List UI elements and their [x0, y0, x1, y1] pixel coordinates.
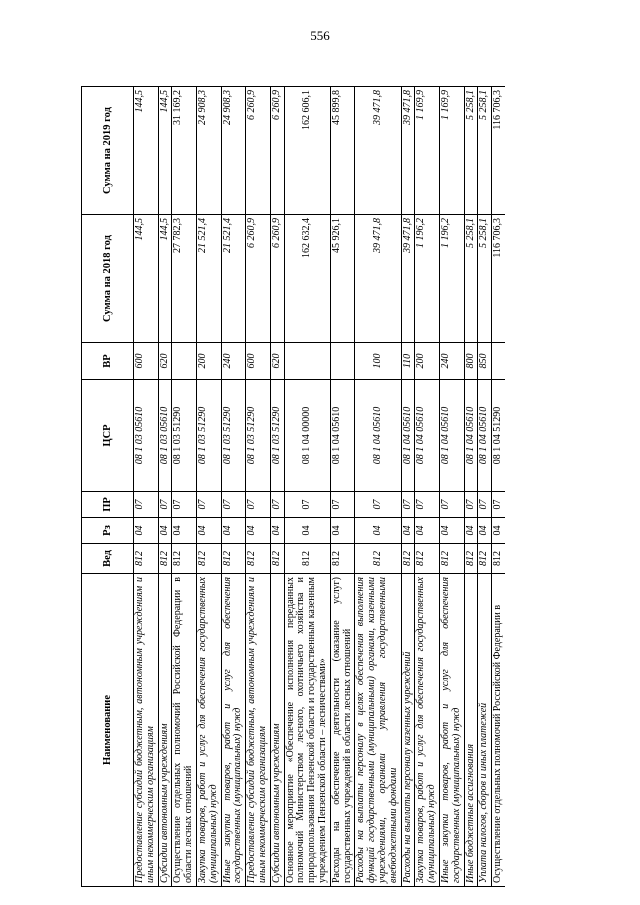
- table-body: [134, 87, 505, 887]
- table-cell-sum-2018: 21 521,4: [221, 215, 246, 343]
- table-cell-name: Иные закупки товаров, работ и услуг для обеспечения государственных (муниципальных) нужд: [221, 574, 246, 887]
- table-cell-rz: 04: [492, 518, 505, 544]
- table-cell-ved: 812: [492, 544, 505, 574]
- table-cell-sum-2018: 162 632,4: [284, 215, 330, 343]
- table-cell-vr: 100: [355, 343, 401, 380]
- table-row: [439, 87, 464, 887]
- table-cell-ved: 812: [330, 544, 355, 574]
- table-cell-csr: 08 1 04 00000: [284, 380, 330, 492]
- table-cell-csr: 08 1 04 05610: [478, 380, 492, 492]
- table-cell-sum-2019: 45 899,8: [330, 87, 355, 215]
- table-cell-sum-2018: 5 258,1: [464, 215, 478, 343]
- table-cell-vr: 200: [415, 343, 440, 380]
- table-row: [415, 87, 440, 887]
- header-rz: Рз: [82, 518, 134, 544]
- table-cell-ved: 812: [246, 544, 271, 574]
- table-row: [464, 87, 478, 887]
- table-row: [355, 87, 401, 887]
- table-cell-csr: 08 1 03 51290: [172, 380, 197, 492]
- table-cell-sum-2019: 116 706,3: [492, 87, 505, 215]
- table-cell-vr: [172, 343, 197, 380]
- table-cell-ved: 812: [439, 544, 464, 574]
- table-cell-sum-2019: 1 169,9: [439, 87, 464, 215]
- table-cell-csr: 08 1 04 05610: [401, 380, 415, 492]
- table-cell-sum-2018: 27 782,3: [172, 215, 197, 343]
- header-name: Наименование: [82, 574, 134, 887]
- table-cell-vr: 620: [158, 343, 172, 380]
- table-cell-name: Иные закупки товаров, работ и услуг для обеспечения государственных (муниципальных) нужд: [439, 574, 464, 887]
- table-cell-sum-2018: 21 521,4: [196, 215, 221, 343]
- table-cell-name: Иные бюджетные ассигнования: [464, 574, 478, 887]
- header-sum-2019: Сумма на 2019 год: [82, 87, 134, 215]
- table-row: [492, 87, 505, 887]
- table-cell-csr: 08 1 03 51290: [221, 380, 246, 492]
- table-cell-ved: 812: [284, 544, 330, 574]
- table-cell-rz: 04: [415, 518, 440, 544]
- table-cell-sum-2018: 5 258,1: [478, 215, 492, 343]
- table-cell-sum-2018: 45 926,1: [330, 215, 355, 343]
- table-cell-vr: 200: [196, 343, 221, 380]
- table-cell-rz: 04: [439, 518, 464, 544]
- table-cell-rz: 04: [246, 518, 271, 544]
- table-cell-csr: 08 1 03 51290: [196, 380, 221, 492]
- table-cell-pr: 07: [355, 492, 401, 518]
- table-cell-sum-2019: 31 169,2: [172, 87, 197, 215]
- table-cell-ved: 812: [464, 544, 478, 574]
- page-number: 556: [310, 28, 330, 43]
- table-cell-sum-2018: 144,5: [134, 215, 159, 343]
- table-row: [330, 87, 355, 887]
- table-cell-name: Основное мероприятие «Обеспечение исполнения переданных полномочий Министерством лесного, охотничьего хозяйства и природопользования Пензенской области и государственным казенным учреждением Пензенской области – лесничествами»: [284, 574, 330, 887]
- table-cell-rz: 04: [330, 518, 355, 544]
- table-cell-csr: 08 1 03 05610: [134, 380, 159, 492]
- table-cell-rz: 04: [134, 518, 159, 544]
- table-cell-pr: 07: [246, 492, 271, 518]
- table-cell-name: Осуществление отдельных полномочий Российской Федерации в области лесных отношений: [172, 574, 197, 887]
- header-sum-2018: Сумма на 2018 год: [82, 215, 134, 343]
- table-cell-rz: 04: [270, 518, 284, 544]
- budget-table: [81, 86, 505, 887]
- table-cell-pr: 07: [270, 492, 284, 518]
- table-row: [246, 87, 271, 887]
- header-vr: ВР: [82, 343, 134, 380]
- table-cell-sum-2018: 144,5: [158, 215, 172, 343]
- table-cell-sum-2019: 39 471,8: [401, 87, 415, 215]
- table-cell-sum-2019: 1 169,9: [415, 87, 440, 215]
- table-cell-sum-2019: 162 606,1: [284, 87, 330, 215]
- table-cell-rz: 04: [464, 518, 478, 544]
- table-row: [478, 87, 492, 887]
- table-cell-csr: 08 1 04 05610: [415, 380, 440, 492]
- header-csr: ЦСР: [82, 380, 134, 492]
- table-cell-name: Предоставление субсидий бюджетным, автономным учреждениям и иным некоммерческим организациям: [134, 574, 159, 887]
- table-row: [172, 87, 197, 887]
- table-cell-sum-2018: 116 706,3: [492, 215, 505, 343]
- table-cell-vr: 110: [401, 343, 415, 380]
- table-cell-pr: 07: [464, 492, 478, 518]
- table-cell-vr: 600: [134, 343, 159, 380]
- table-cell-rz: 04: [172, 518, 197, 544]
- table-cell-name: Осуществление отдельных полномочий Российской Федерации в: [492, 574, 505, 887]
- table-cell-pr: 07: [439, 492, 464, 518]
- table-cell-sum-2018: 39 471,8: [401, 215, 415, 343]
- table-cell-name: Уплата налогов, сборов и иных платежей: [478, 574, 492, 887]
- table-cell-pr: 07: [284, 492, 330, 518]
- table-cell-sum-2019: 6 260,9: [246, 87, 271, 215]
- table-cell-sum-2018: 1 196,2: [415, 215, 440, 343]
- table-cell-pr: 07: [158, 492, 172, 518]
- table-cell-pr: 07: [330, 492, 355, 518]
- table-header-row: [82, 87, 134, 887]
- table-cell-vr: 800: [464, 343, 478, 380]
- table-cell-pr: 07: [196, 492, 221, 518]
- table-cell-vr: 850: [478, 343, 492, 380]
- table-cell-sum-2019: 144,5: [158, 87, 172, 215]
- table-cell-sum-2018: 6 260,9: [270, 215, 284, 343]
- table-row: [270, 87, 284, 887]
- table-cell-ved: 812: [478, 544, 492, 574]
- table-cell-csr: 08 1 04 05610: [439, 380, 464, 492]
- table-cell-name: Расходы на выплаты персоналу казенных учреждений: [401, 574, 415, 887]
- table-row: [284, 87, 330, 887]
- table-cell-name: Расходы на выплаты персоналу в целях обеспечения выполнения функций государственными (муниципальными) органами, казенными учреждениями, органами управления государственными внебюджетными фондами: [355, 574, 401, 887]
- table-cell-pr: 07: [221, 492, 246, 518]
- table-cell-rz: 04: [401, 518, 415, 544]
- table-cell-rz: 04: [478, 518, 492, 544]
- table-cell-vr: 240: [221, 343, 246, 380]
- table-cell-name: Предоставление субсидий бюджетным, автономным учреждениям и иным некоммерческим организациям: [246, 574, 271, 887]
- table-cell-pr: 07: [478, 492, 492, 518]
- table-cell-csr: 08 1 04 05610: [464, 380, 478, 492]
- header-ved: Вед: [82, 544, 134, 574]
- table-cell-vr: [330, 343, 355, 380]
- table-cell-ved: 812: [158, 544, 172, 574]
- table-cell-pr: 07: [492, 492, 505, 518]
- table-cell-ved: 812: [196, 544, 221, 574]
- table-cell-name: Субсидии автономным учреждениям: [158, 574, 172, 887]
- table-cell-csr: 08 1 03 51290: [270, 380, 284, 492]
- rotated-table-container: [81, 87, 561, 887]
- table-cell-sum-2019: 24 908,3: [196, 87, 221, 215]
- table-cell-vr: 600: [246, 343, 271, 380]
- table-cell-ved: 812: [401, 544, 415, 574]
- table-cell-name: Расходы на обеспечение деятельности (оказание услуг) государственных учреждений в области лесных отношений: [330, 574, 355, 887]
- table-cell-csr: 08 1 04 05610: [355, 380, 401, 492]
- table-cell-pr: 07: [415, 492, 440, 518]
- table-cell-vr: 620: [270, 343, 284, 380]
- table-row: [221, 87, 246, 887]
- table-row: [158, 87, 172, 887]
- table-cell-pr: 07: [134, 492, 159, 518]
- table-cell-sum-2019: 5 258,1: [464, 87, 478, 215]
- table-cell-name: Закупка товаров, работ и услуг для обеспечения государственных (муниципальных) нужд: [415, 574, 440, 887]
- table-row: [196, 87, 221, 887]
- table-cell-sum-2018: 6 260,9: [246, 215, 271, 343]
- table-cell-csr: 08 1 03 51290: [246, 380, 271, 492]
- table-cell-sum-2019: 39 471,8: [355, 87, 401, 215]
- table-row: [401, 87, 415, 887]
- table-cell-sum-2019: 24 908,3: [221, 87, 246, 215]
- table-cell-ved: 812: [221, 544, 246, 574]
- table-cell-name: Закупка товаров, работ и услуг для обеспечения государственных (муниципальных) нужд: [196, 574, 221, 887]
- table-cell-sum-2019: 6 260,9: [270, 87, 284, 215]
- table-cell-vr: 240: [439, 343, 464, 380]
- table-cell-pr: 07: [401, 492, 415, 518]
- table-cell-rz: 04: [158, 518, 172, 544]
- table-cell-sum-2019: 144,5: [134, 87, 159, 215]
- table-cell-csr: 08 1 04 51290: [492, 380, 505, 492]
- table-cell-sum-2018: 1 196,2: [439, 215, 464, 343]
- table-cell-csr: 08 1 03 05610: [158, 380, 172, 492]
- header-pr: ПР: [82, 492, 134, 518]
- table-cell-ved: 812: [415, 544, 440, 574]
- table-cell-vr: [284, 343, 330, 380]
- table-cell-rz: 04: [196, 518, 221, 544]
- table-cell-sum-2018: 39 471,8: [355, 215, 401, 343]
- table-cell-rz: 04: [221, 518, 246, 544]
- table-row: [134, 87, 159, 887]
- table-cell-sum-2019: 5 258,1: [478, 87, 492, 215]
- table-cell-vr: [492, 343, 505, 380]
- table-cell-ved: 812: [355, 544, 401, 574]
- table-cell-rz: 04: [284, 518, 330, 544]
- table-cell-ved: 812: [134, 544, 159, 574]
- table-cell-ved: 812: [172, 544, 197, 574]
- table-cell-ved: 812: [270, 544, 284, 574]
- table-cell-name: Субсидии автономным учреждениям: [270, 574, 284, 887]
- table-cell-csr: 08 1 04 05610: [330, 380, 355, 492]
- table-cell-rz: 04: [355, 518, 401, 544]
- table-cell-pr: 07: [172, 492, 197, 518]
